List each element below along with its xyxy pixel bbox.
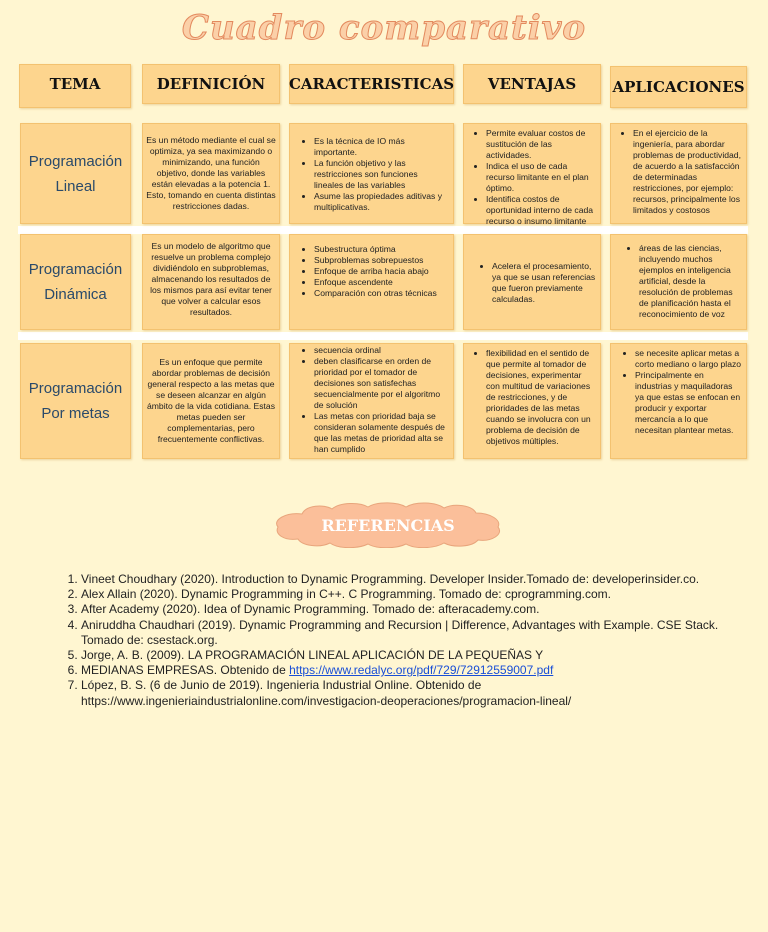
definicion-cell: Es un método mediante el cual se optimiza, ya sea maximizando o minimizando, una función objetivo, donde las variables están elevadas a la potencia 1. Esto, tomando en cuenta distintas restricciones dadas. <box>142 123 280 224</box>
reference-link[interactable]: https://www.redalyc.org/pdf/729/72912559007.pdf <box>289 663 554 678</box>
list-item: • secuencia ordinal <box>314 345 449 356</box>
list-item: • La función objetivo y las restricciones son funciones lineales de las variables <box>314 158 449 191</box>
reference-item: 3. After Academy (2020). Idea of Dynamic Programming. Tomado de: afteracademy.com. <box>81 602 744 617</box>
list-item: • flexibilidad en el sentido de que permite al tomador de decisiones, experimentar con multitud de variaciones de restricciones, y de prioridades de las metas cuando se involucra con un problema de decisión de objetivos múltiples. <box>486 348 596 447</box>
caracteristicas-cell <box>289 343 454 459</box>
row-label-programacion-lineal <box>20 123 131 224</box>
row-label-line: Programación <box>28 261 123 278</box>
aplicaciones-cell <box>610 234 747 330</box>
list-item: • Indica el uso de cada recurso limitante en el plan óptimo. <box>486 161 596 194</box>
list-item: • Principalmente en industrias y maquiladoras ya que estas se enfocan en producir y exportar mercancía a lo que necesitan plantear metas. <box>635 370 742 436</box>
row-separator <box>18 226 748 234</box>
list-item: • deben clasificarse en orden de prioridad por el tomador de decisiones son satisfechas secuencialmente por el algoritmo de solución <box>314 356 449 411</box>
list-item: • Identifica costos de oportunidad interno de cada recurso o insumo limitante <box>486 194 596 227</box>
header-caracteristicas: CARACTERISTICAS <box>289 64 454 104</box>
row-label-programacion-dinamica <box>20 234 131 330</box>
aplicaciones-cell <box>610 343 747 459</box>
list-item: • Permite evaluar costos de sustitución de las actividades. <box>486 128 596 161</box>
row-label-line: Dinámica <box>44 286 107 303</box>
references-list <box>44 572 744 709</box>
header-definicion: DEFINICIÓN <box>142 64 280 104</box>
header-tema: TEMA <box>19 64 131 108</box>
row-label-programacion-por-metas <box>20 343 131 459</box>
reference-item: 7. López, B. S. (6 de Junio de 2019). Ingenieria Industrial Online. Obtenido de https://www.ingenieriaindustrialonline.com/investigacion-deoperaciones/programacion-lineal/ <box>81 678 744 708</box>
list-item: • Enfoque ascendente <box>314 277 449 288</box>
reference-item: 2. Alex Allain (2020). Dynamic Programming in C++. C Programming. Tomado de: cprogramming.com. <box>81 587 744 602</box>
list-item: • Es la técnica de IO más importante. <box>314 136 449 158</box>
list-item: • Asume las propiedades aditivas y multiplicativas. <box>314 191 449 213</box>
ventajas-cell <box>463 343 601 459</box>
aplicaciones-cell <box>610 123 747 224</box>
caracteristicas-cell <box>289 123 454 224</box>
row-label-line: Programación <box>28 152 123 170</box>
reference-item: 1. Vineet Choudhary (2020). Introduction to Dynamic Programming. Developer Insider.Tomado de: developerinsider.co. <box>81 572 744 587</box>
ventajas-cell <box>463 123 601 224</box>
list-item: • Enfoque de arriba hacia abajo <box>314 266 449 277</box>
ventajas-cell <box>463 234 601 330</box>
row-label-line: Por metas <box>41 405 110 422</box>
list-item: • Comparación con otras técnicas <box>314 288 449 299</box>
list-item: • Acelera el procesamiento, ya que se usan referencias que fueron previamente calculadas. <box>492 261 596 305</box>
list-item: • áreas de las ciencias, incluyendo muchos ejemplos en inteligencia artificial, desde la resolución de problemas de planificación hasta el reconocimiento de voz <box>639 243 742 320</box>
header-ventajas: VENTAJAS <box>463 64 601 104</box>
row-label-line: Programación <box>28 380 123 397</box>
page-title: Cuadro comparativo <box>181 8 587 48</box>
reference-item: 5. Jorge, A. B. (2009). LA PROGRAMACIÓN LINEAL APLICACIÓN DE LA PEQUEÑAS Y <box>81 648 744 663</box>
list-item: • se necesite aplicar metas a corto mediano o largo plazo <box>635 348 742 370</box>
row-separator <box>18 332 748 340</box>
definicion-cell: Es un modelo de algoritmo que resuelve un problema complejo dividiéndolo en subproblemas, almacenando los resultados de los mismos para así evitar tener que volver a calcular esos resultados. <box>142 234 280 330</box>
header-aplicaciones: APLICACIONES <box>610 66 747 108</box>
reference-item <box>81 663 744 678</box>
definicion-cell: Es un enfoque que permite abordar problemas de decisión general respecto a las metas que se deseen alcanzar en algún ámbito de la vida cotidiana. Estas metas pueden ser complementarias, pero frecuentemente conflictivas. <box>142 343 280 459</box>
row-label-line: Lineal <box>55 177 96 195</box>
reference-item: 4. Aniruddha Chaudhari (2019). Dynamic Programming and Recursion | Difference, Advantages with Example. CSE Stack. Tomado de: csestack.org. <box>81 618 744 648</box>
list-item: • Subproblemas sobrepuestos <box>314 255 449 266</box>
caracteristicas-cell <box>289 234 454 330</box>
reference-text: MEDIANAS EMPRESAS. Obtenido de <box>81 663 290 678</box>
list-item: • Las metas con prioridad baja se consideran solamente después de que las metas de prioridad alta se han cumplido <box>314 411 449 455</box>
references-title: REFERENCIAS <box>321 515 455 535</box>
list-item: • Subestructura óptima <box>314 244 449 255</box>
list-item: • En el ejercicio de la ingeniería, para abordar problemas de productividad, de acuerdo a la satisfacción de determinadas restricciones, por ejemplo: recursos, principalmente los limitados y costosos <box>633 128 742 216</box>
